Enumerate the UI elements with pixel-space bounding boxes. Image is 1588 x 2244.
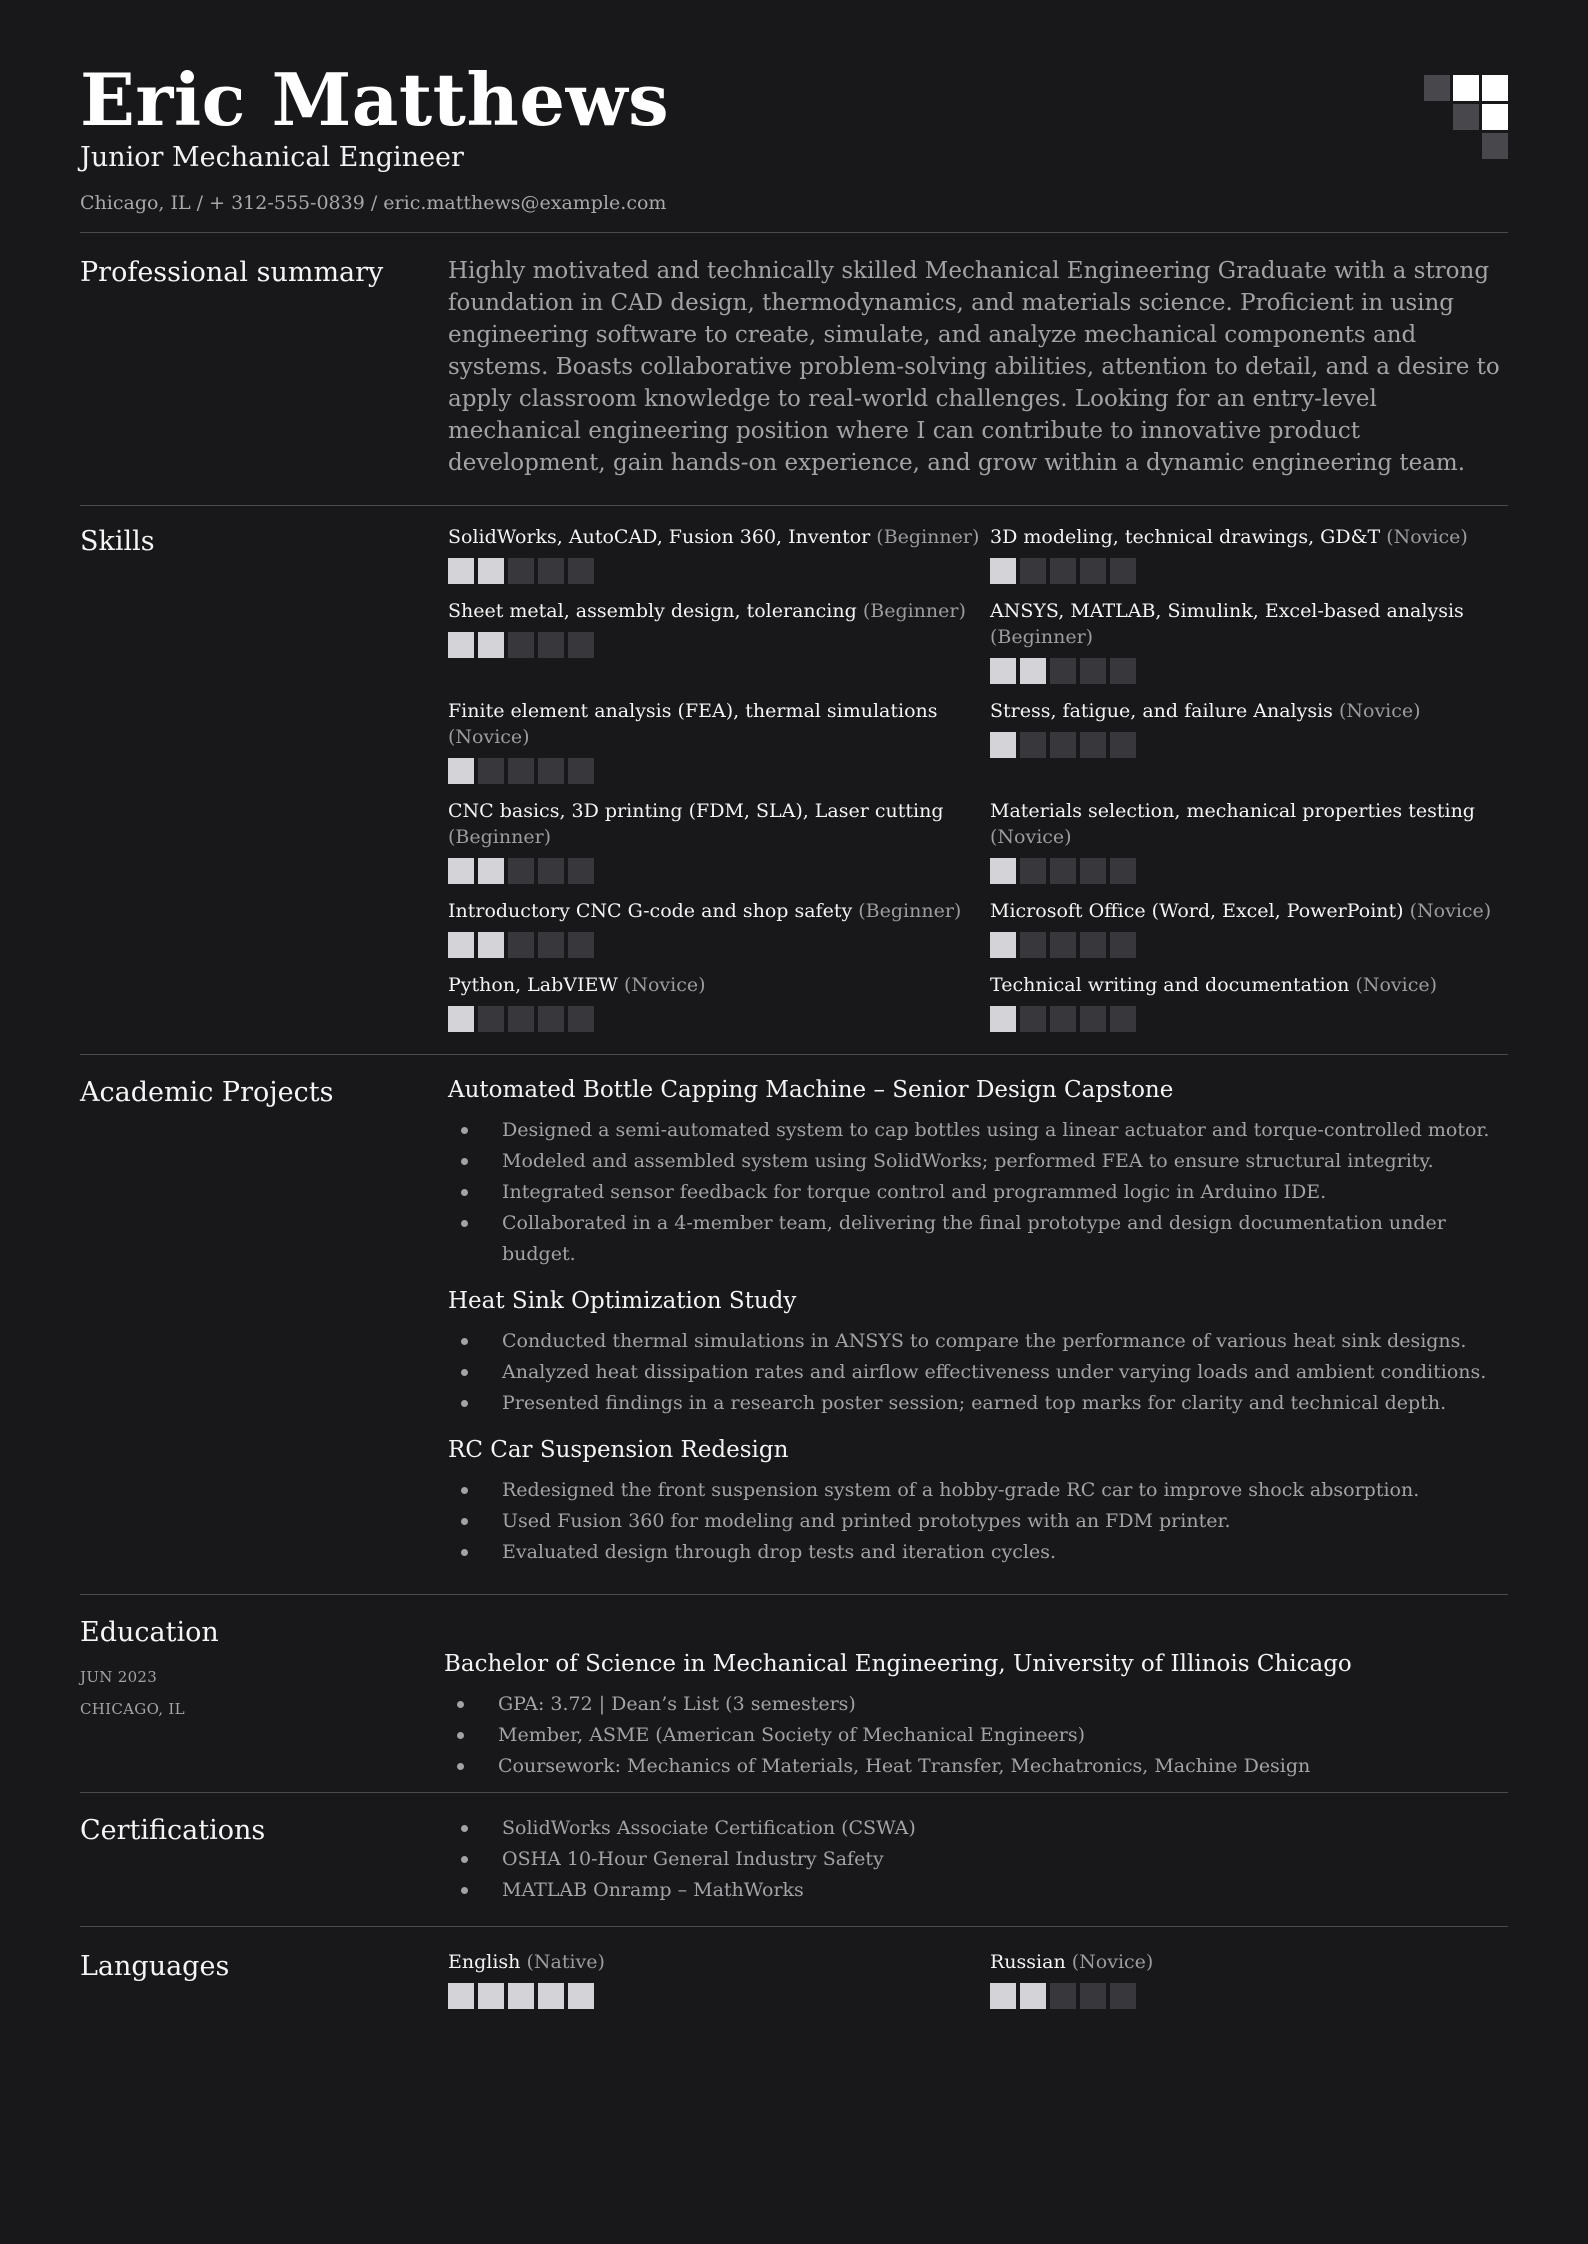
rating-block-empty <box>1080 932 1106 958</box>
rating-bars <box>990 558 1532 584</box>
rating-block-empty <box>1080 732 1106 758</box>
list-item: Collaborated in a 4-member team, delivering the final prototype and design documentation under budget. <box>502 1208 1508 1270</box>
skill-item <box>990 798 1532 884</box>
rating-block-filled <box>1020 658 1046 684</box>
education-date: JUN 2023 <box>80 1668 158 1686</box>
rating-block-empty <box>1020 1006 1046 1032</box>
rating-block-filled <box>478 858 504 884</box>
certifications-section <box>80 1793 1508 1926</box>
rating-block-filled <box>990 1983 1016 2009</box>
rating-bars <box>448 558 990 584</box>
skill-level: (Novice) <box>990 826 1072 848</box>
rating-block-filled <box>478 632 504 658</box>
contact-line <box>80 190 1508 216</box>
list-item: Modeled and assembled system using SolidWorks; performed FEA to ensure structural integrity. <box>502 1146 1508 1177</box>
projects-list <box>448 1075 1508 1584</box>
list-item: Evaluated design through drop tests and iteration cycles. <box>502 1537 1508 1568</box>
summary-text: Highly motivated and technically skilled Mechanical Engineering Graduate with a strong foundation in CAD design, thermodynamics, and materials science. Proficient in using engineering software to create, simulate, and analyze mechanical components and systems. Boasts collaborative problem-solving abilities, attention to detail, and a desire to apply classroom knowledge to real-world challenges. Looking for an entry-level mechanical engineering position where I can contribute to innovative product development, gain hands-on experience, and grow within a dynamic engineering team. <box>448 258 1500 476</box>
skill-item <box>990 698 1532 784</box>
skill-level: (Novice) <box>1409 900 1492 922</box>
skill-item <box>990 598 1532 684</box>
rating-bars <box>448 758 990 784</box>
skill-item <box>448 598 990 684</box>
resume-page <box>80 57 1508 2033</box>
rating-block-filled <box>448 1006 474 1032</box>
rating-bars <box>448 858 990 884</box>
list-item: Used Fusion 360 for modeling and printed prototypes with an FDM printer. <box>502 1506 1508 1537</box>
list-item: Integrated sensor feedback for torque control and programmed logic in Arduino IDE. <box>502 1177 1508 1208</box>
list-item: Conducted thermal simulations in ANSYS to compare the performance of various heat sink designs. <box>502 1326 1508 1357</box>
skill-item <box>448 524 990 584</box>
rating-block-empty <box>1050 932 1076 958</box>
skills-label: Skills <box>80 526 155 557</box>
language-name: Russian <box>990 1951 1066 1973</box>
candidate-name: Eric Matthews <box>80 57 670 142</box>
rating-block-empty <box>568 758 594 784</box>
certifications-list <box>448 1813 1508 1906</box>
rating-block-empty <box>538 558 564 584</box>
rating-block-filled <box>448 932 474 958</box>
skill-item <box>990 972 1532 1032</box>
list-item: Presented findings in a research poster session; earned top marks for clarity and technical depth. <box>502 1388 1508 1419</box>
rating-block-filled <box>448 758 474 784</box>
list-item: Member, ASME (American Society of Mechanical Engineers) <box>498 1720 1508 1751</box>
rating-bars <box>990 858 1532 884</box>
skill-item <box>990 898 1532 958</box>
rating-block-empty <box>1050 858 1076 884</box>
certifications-label: Certifications <box>80 1815 266 1846</box>
rating-block-filled <box>990 658 1016 684</box>
projects-label: Academic Projects <box>80 1077 334 1108</box>
list-item: Coursework: Mechanics of Materials, Heat Transfer, Mechatronics, Machine Design <box>498 1751 1508 1782</box>
rating-block-empty <box>478 758 504 784</box>
skill-name: Microsoft Office (Word, Excel, PowerPoint) <box>990 900 1404 922</box>
list-item: Designed a semi-automated system to cap bottles using a linear actuator and torque-controlled motor. <box>502 1115 1508 1146</box>
languages-section <box>80 1927 1508 2033</box>
skill-name: 3D modeling, technical drawings, GD&T <box>990 526 1381 548</box>
degree-title: Bachelor of Science in Mechanical Engineering, University of Illinois Chicago <box>444 1651 1352 1677</box>
list-item: OSHA 10-Hour General Industry Safety <box>502 1844 1508 1875</box>
skill-name: Stress, fatigue, and failure Analysis <box>990 700 1333 722</box>
skill-level: (Novice) <box>448 726 530 748</box>
skill-level: (Novice) <box>1386 526 1468 548</box>
rating-block-empty <box>538 858 564 884</box>
rating-block-empty <box>568 632 594 658</box>
skill-name: ANSYS, MATLAB, Simulink, Excel-based analysis <box>990 600 1464 622</box>
education-location: CHICAGO, IL <box>80 1700 185 1718</box>
list-item: GPA: 3.72 | Dean’s List (3 semesters) <box>498 1689 1508 1720</box>
skill-level: (Beginner) <box>858 900 962 922</box>
rating-block-empty <box>1020 932 1046 958</box>
skill-level: (Beginner) <box>876 526 980 548</box>
languages-label: Languages <box>80 1951 230 1982</box>
rating-block-empty <box>1080 658 1106 684</box>
rating-block-empty <box>1080 858 1106 884</box>
project-title: Heat Sink Optimization Study <box>448 1288 797 1314</box>
list-item: MATLAB Onramp – MathWorks <box>502 1875 1508 1906</box>
rating-block-empty <box>1110 1006 1136 1032</box>
rating-bars <box>990 1006 1532 1032</box>
skill-item <box>448 798 990 884</box>
rating-block-empty <box>1110 558 1136 584</box>
rating-bars <box>448 1983 990 2009</box>
rating-block-empty <box>538 758 564 784</box>
project-bullets <box>448 1326 1508 1419</box>
rating-block-empty <box>568 558 594 584</box>
skill-name: Introductory CNC G-code and shop safety <box>448 900 853 922</box>
rating-block-empty <box>538 932 564 958</box>
education-section <box>80 1595 1508 1792</box>
logo-icon <box>1424 75 1508 159</box>
language-name: English <box>448 1951 521 1973</box>
language-item <box>448 1949 990 2009</box>
rating-block-filled <box>448 1983 474 2009</box>
rating-block-empty <box>478 1006 504 1032</box>
rating-block-filled <box>478 558 504 584</box>
rating-bars <box>990 732 1532 758</box>
skill-level: (Novice) <box>1338 700 1421 722</box>
rating-block-filled <box>538 1983 564 2009</box>
rating-block-filled <box>1020 1983 1046 2009</box>
rating-block-filled <box>568 1983 594 2009</box>
rating-bars <box>990 1983 1532 2009</box>
skill-item <box>448 698 990 784</box>
rating-block-empty <box>508 1006 534 1032</box>
skill-level: (Beginner) <box>448 826 552 848</box>
rating-block-empty <box>508 758 534 784</box>
rating-block-empty <box>508 858 534 884</box>
skill-level: (Beginner) <box>990 626 1094 648</box>
language-item <box>990 1949 1532 2009</box>
rating-block-empty <box>1080 1006 1106 1032</box>
list-item: SolidWorks Associate Certification (CSWA) <box>502 1813 1508 1844</box>
list-item: Redesigned the front suspension system of a hobby-grade RC car to improve shock absorption. <box>502 1475 1508 1506</box>
rating-bars <box>448 932 990 958</box>
skill-item <box>448 972 990 1032</box>
skills-grid <box>448 524 1532 1032</box>
rating-block-empty <box>508 558 534 584</box>
resume-header <box>80 57 1508 232</box>
rating-block-empty <box>568 858 594 884</box>
job-title: Junior Mechanical Engineer <box>80 142 464 173</box>
project-title: Automated Bottle Capping Machine – Senior Design Capstone <box>448 1077 1174 1103</box>
project-bullets <box>448 1115 1508 1270</box>
rating-block-empty <box>1080 558 1106 584</box>
rating-block-filled <box>990 732 1016 758</box>
rating-block-empty <box>1020 558 1046 584</box>
rating-block-empty <box>1110 858 1136 884</box>
rating-block-filled <box>448 632 474 658</box>
rating-block-filled <box>990 1006 1016 1032</box>
skill-level: (Novice) <box>623 974 706 996</box>
skill-name: SolidWorks, AutoCAD, Fusion 360, Inventor <box>448 526 871 548</box>
summary-label: Professional summary <box>80 257 384 288</box>
skill-name: Sheet metal, assembly design, tolerancing <box>448 600 857 622</box>
rating-bars <box>990 932 1532 958</box>
rating-block-empty <box>568 1006 594 1032</box>
rating-block-empty <box>568 932 594 958</box>
rating-block-empty <box>1050 1983 1076 2009</box>
rating-block-filled <box>990 932 1016 958</box>
rating-bars <box>448 632 990 658</box>
skill-name: CNC basics, 3D printing (FDM, SLA), Laser cutting <box>448 800 944 822</box>
phone-text: + 312-555-0839 / <box>209 192 378 214</box>
skill-item <box>990 524 1532 584</box>
location-text: Chicago, IL / <box>80 192 204 214</box>
skill-level: (Beginner) <box>862 600 966 622</box>
skills-section <box>80 506 1508 1054</box>
language-level: (Novice) <box>1071 1951 1154 1973</box>
rating-bars <box>448 1006 990 1032</box>
rating-block-empty <box>1020 732 1046 758</box>
rating-block-filled <box>990 858 1016 884</box>
rating-block-empty <box>538 1006 564 1032</box>
rating-block-filled <box>448 558 474 584</box>
skill-name: Python, LabVIEW <box>448 974 618 996</box>
list-item: Analyzed heat dissipation rates and airflow effectiveness under varying loads and ambient conditions. <box>502 1357 1508 1388</box>
project-title: RC Car Suspension Redesign <box>448 1437 789 1463</box>
rating-block-filled <box>508 1983 534 2009</box>
rating-block-empty <box>538 632 564 658</box>
languages-grid <box>448 1949 1532 2009</box>
rating-block-empty <box>508 632 534 658</box>
rating-block-empty <box>1110 732 1136 758</box>
summary-section <box>80 233 1508 505</box>
rating-bars <box>990 658 1532 684</box>
rating-block-empty <box>1110 1983 1136 2009</box>
rating-block-empty <box>1050 1006 1076 1032</box>
skill-name: Materials selection, mechanical properties testing <box>990 800 1475 822</box>
skill-level: (Novice) <box>1355 974 1438 996</box>
education-label: Education <box>80 1617 219 1648</box>
rating-block-empty <box>1050 732 1076 758</box>
skill-item <box>448 898 990 958</box>
education-bullets <box>444 1689 1508 1782</box>
rating-block-filled <box>990 558 1016 584</box>
rating-block-empty <box>508 932 534 958</box>
rating-block-empty <box>1050 558 1076 584</box>
rating-block-empty <box>1020 858 1046 884</box>
rating-block-empty <box>1080 1983 1106 2009</box>
rating-block-filled <box>448 858 474 884</box>
project-bullets <box>448 1475 1508 1568</box>
email-text: eric.matthews@example.com <box>383 192 667 214</box>
language-level: (Native) <box>526 1951 605 1973</box>
skill-name: Finite element analysis (FEA), thermal simulations <box>448 700 938 722</box>
rating-block-empty <box>1110 658 1136 684</box>
rating-block-empty <box>1050 658 1076 684</box>
projects-section <box>80 1055 1508 1594</box>
rating-block-filled <box>478 1983 504 2009</box>
rating-block-empty <box>1110 932 1136 958</box>
rating-block-filled <box>478 932 504 958</box>
skill-name: Technical writing and documentation <box>990 974 1350 996</box>
